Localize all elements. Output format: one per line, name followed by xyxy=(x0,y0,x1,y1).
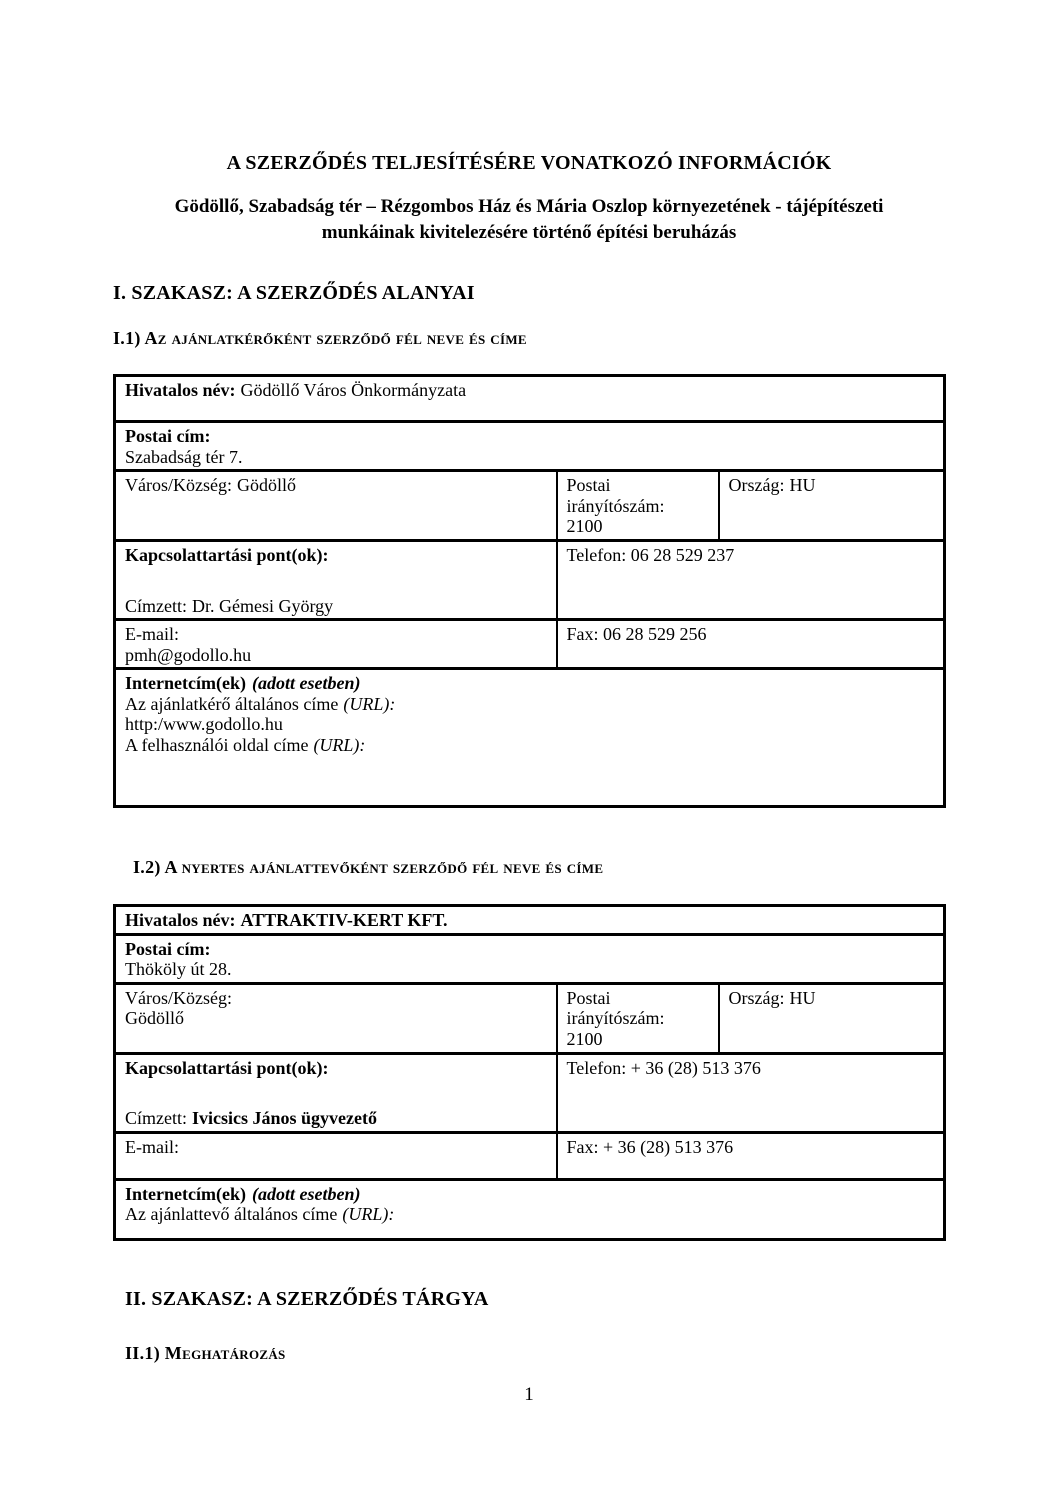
fax-cell xyxy=(557,1132,945,1179)
country-value: HU xyxy=(789,475,816,496)
section-1-1-heading: I.1) Az ajánlatkérőként szerződő fél neve és címe xyxy=(113,328,527,348)
postal-code-cell xyxy=(557,471,719,541)
section-2-1-heading: II.1) Meghatározás xyxy=(125,1343,286,1363)
phone-cell xyxy=(557,541,945,620)
table-row xyxy=(115,983,945,1053)
official-name-cell xyxy=(115,376,945,422)
city-label: Város/Község: xyxy=(125,987,232,1008)
document-title: A SZERZŐDÉS TELJESÍTÉSÉRE VONATKOZÓ INFORMÁCIÓK xyxy=(226,152,832,174)
user-url-label: A felhasználói oldal címe xyxy=(125,734,309,755)
email-cell xyxy=(115,620,557,669)
email-label: E-mail: xyxy=(125,1136,179,1157)
table-row xyxy=(115,669,945,807)
winning-tenderer-table xyxy=(113,904,946,1241)
contact-point-cell xyxy=(115,541,557,620)
section-2-heading: II. SZAKASZ: A SZERZŐDÉS TÁRGYA xyxy=(125,1288,489,1310)
internet-label: Internetcím(ek) xyxy=(125,673,246,694)
table-row xyxy=(115,422,945,471)
official-name-value: ATTRAKTIV-KERT KFT. xyxy=(240,910,448,930)
page-number: 1 xyxy=(524,1384,534,1405)
country-label: Ország: xyxy=(728,987,785,1008)
addressee-line xyxy=(125,1108,547,1129)
phone-value: Telefon: + 36 (28) 513 376 xyxy=(566,1057,761,1078)
postal-code-value: 2100 xyxy=(566,516,603,537)
general-url-line xyxy=(125,1204,934,1225)
user-url-line xyxy=(125,735,934,756)
postal-code-label: Postai irányítószám: xyxy=(566,987,665,1029)
official-name-value: Gödöllő Város Önkormányzata xyxy=(240,380,467,400)
general-url-line xyxy=(125,694,934,715)
contracting-authority-table xyxy=(113,374,946,808)
internet-note: (adott esetben) xyxy=(251,1183,361,1204)
table-row xyxy=(115,620,945,669)
section-1-2-heading: I.2) A nyertes ajánlattevőként szerződő fél neve és címe xyxy=(133,857,604,877)
table-row xyxy=(115,541,945,620)
document-content xyxy=(113,0,945,1497)
table-row xyxy=(115,906,945,935)
postal-address-value: Szabadság tér 7. xyxy=(125,446,243,467)
city-cell xyxy=(115,983,557,1053)
postal-address-cell xyxy=(115,934,945,983)
table-row xyxy=(115,1132,945,1179)
city-value: Gödöllő xyxy=(236,475,296,496)
general-url-label: Az ajánlatkérő általános címe xyxy=(125,693,339,714)
addressee-label: Címzett: xyxy=(125,595,187,616)
addressee-line xyxy=(125,596,547,617)
city-label: Város/Község: xyxy=(125,475,232,496)
postal-address-label: Postai cím: xyxy=(125,426,211,446)
general-url-value: http:/www.godollo.hu xyxy=(125,714,283,735)
internet-label: Internetcím(ek) xyxy=(125,1183,246,1204)
section-1-heading: I. SZAKASZ: A SZERZŐDÉS ALANYAI xyxy=(113,282,475,304)
addressee-value: Ivicsics János ügyvezető xyxy=(192,1108,377,1129)
email-cell xyxy=(115,1132,557,1179)
phone-cell xyxy=(557,1053,945,1132)
fax-value: Fax: + 36 (28) 513 376 xyxy=(566,1136,734,1157)
official-name-label: Hivatalos név: xyxy=(125,380,236,400)
phone-value: Telefon: 06 28 529 237 xyxy=(566,545,735,566)
fax-cell xyxy=(557,620,945,669)
table-row xyxy=(115,376,945,422)
city-value: Gödöllő xyxy=(125,1008,185,1029)
contact-point-label: Kapcsolattartási pont(ok): xyxy=(125,1057,329,1078)
postal-code-label: Postai irányítószám: xyxy=(566,475,665,516)
general-url-suffix: (URL): xyxy=(342,1204,395,1225)
user-url-suffix: (URL): xyxy=(313,734,366,755)
postal-address-label: Postai cím: xyxy=(125,938,211,959)
official-name-label: Hivatalos név: xyxy=(125,910,236,930)
country-value: HU xyxy=(789,987,816,1008)
document-subtitle: Gödöllő, Szabadság tér – Rézgombos Ház és Mária Oszlop környezetének - tájépítészeti munkáinak kivitelezésére történő építési beruházás xyxy=(174,196,884,244)
general-url-label: Az ajánlattevő általános címe xyxy=(125,1204,338,1225)
internet-note: (adott esetben) xyxy=(251,673,361,694)
email-label: E-mail: xyxy=(125,624,179,645)
table-row xyxy=(115,1179,945,1239)
table-row xyxy=(115,934,945,983)
country-cell xyxy=(719,983,945,1053)
email-value: pmh@godollo.hu xyxy=(125,644,252,665)
internet-address-cell xyxy=(115,669,945,807)
internet-address-cell xyxy=(115,1179,945,1239)
addressee-label: Címzett: xyxy=(125,1108,187,1129)
internet-label-line xyxy=(125,1184,934,1205)
contact-point-cell xyxy=(115,1053,557,1132)
postal-code-value: 2100 xyxy=(566,1028,603,1049)
official-name-cell xyxy=(115,906,945,935)
table-row xyxy=(115,471,945,541)
table-row xyxy=(115,1053,945,1132)
addressee-value: Dr. Gémesi György xyxy=(192,595,334,616)
general-url-suffix: (URL): xyxy=(343,693,396,714)
internet-label-line xyxy=(125,673,934,694)
city-cell xyxy=(115,471,557,541)
postal-code-cell xyxy=(557,983,719,1053)
postal-address-value: Thököly út 28. xyxy=(125,959,232,980)
fax-value: Fax: 06 28 529 256 xyxy=(566,624,707,645)
country-cell xyxy=(719,471,945,541)
postal-address-cell xyxy=(115,422,945,471)
country-label: Ország: xyxy=(728,475,785,496)
contact-point-label: Kapcsolattartási pont(ok): xyxy=(125,545,329,566)
